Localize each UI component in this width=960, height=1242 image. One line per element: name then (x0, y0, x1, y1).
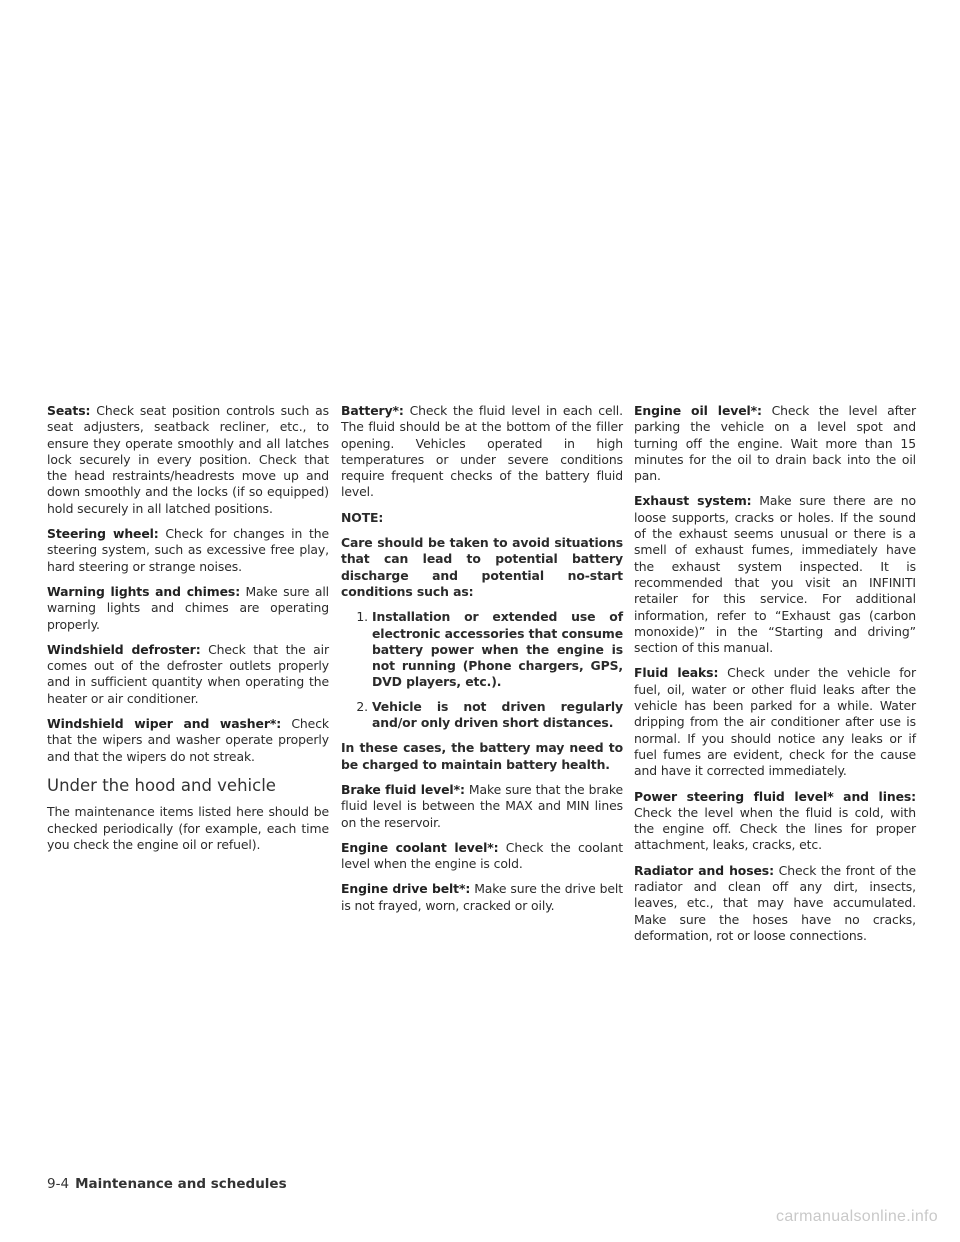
term-seats: Seats: (47, 403, 91, 418)
column-1 (47, 403, 329, 862)
paragraph-engine-oil (634, 403, 916, 484)
text-engine-drive-belt: Make sure the drive belt is not frayed, worn, cracked or oily. (341, 881, 623, 913)
note-label: NOTE: (341, 509, 384, 525)
text-power-steering: Check the level when the fluid is cold, with the engine off. Check the lines for proper attachment, leaks, cracks, etc. (634, 804, 916, 853)
paragraph-engine-coolant (341, 840, 623, 873)
paragraph-windshield-wiper (47, 716, 329, 765)
paragraph-seats (47, 403, 329, 517)
paragraph-engine-drive-belt (341, 881, 623, 914)
list-item-text: Installation or extended use of electronic accessories that consume battery power when the engine is not running (Phone chargers, GPS, DVD players, etc.). (372, 609, 623, 690)
chapter-title: Maintenance and schedules (75, 1176, 287, 1192)
text-engine-oil: Check the level after parking the vehicle on a level spot and turning off the engine. Wait more than 15 minutes for the oil to drain back into the oil pan. (634, 403, 916, 484)
paragraph-brake-fluid (341, 782, 623, 831)
list-item-number: 2. (356, 698, 368, 714)
watermark-text: carmanualsonline.info (776, 1208, 938, 1225)
term-radiator: Radiator and hoses: (634, 862, 774, 878)
paragraph-steering-wheel (47, 526, 329, 575)
note-list (341, 609, 623, 731)
text-exhaust-system: Make sure there are no loose supports, cracks or holes. If the sound of the exhaust seems unusual or there is a smell of exhaust fumes, immediately have the exhaust system inspected. It is recommended that you visit an INFINITI retailer for this service. For additional information, refer to “Exhaust gas (carbon monoxide)” in the “Starting and driving” section of this manual. (634, 493, 917, 656)
text-windshield-wiper: Check that the wipers and washer operate properly and that the wipers do not streak. (47, 716, 329, 764)
term-exhaust-system: Exhaust system: (634, 493, 752, 509)
text-radiator: Check the front of the radiator and clean off any dirt, insects, leaves, etc., that may have accumulated. Make sure the hoses have no cracks, deformation, rot or loose connections. (634, 862, 916, 943)
text-windshield-defroster: Check that the air comes out of the defroster outlets properly and in sufficient quantity when operating the heater or air conditioner. (47, 641, 329, 706)
paragraph-radiator (634, 863, 916, 944)
term-battery: Battery*: (341, 403, 404, 418)
term-windshield-defroster: Windshield defroster: (47, 641, 201, 657)
term-engine-coolant: Engine coolant level*: (341, 839, 499, 855)
term-fluid-leaks: Fluid leaks: (634, 665, 719, 681)
section-intro: The maintenance items listed here should be checked periodically (for example, each time you check the engine oil or refuel). (47, 804, 329, 852)
column-3 (634, 403, 916, 953)
column-2 (341, 403, 623, 923)
text-steering-wheel: Check for changes in the steering system, such as excessive free play, hard steering or strange noises. (47, 526, 329, 574)
term-engine-oil: Engine oil level*: (634, 403, 762, 418)
list-item-text: Vehicle is not driven regularly and/or only driven short distances. (372, 698, 623, 731)
text-warning-lights: Make sure all warning lights and chimes are operating properly. (47, 583, 330, 632)
page-number: 9-4 (47, 1176, 70, 1192)
text-fluid-leaks: Check under the vehicle for fuel, oil, water or other fluid leaks after the vehicle has been parked for a while. Water dripping from the air conditioner after use is normal. If you should notice any leaks or if fuel fumes are evident, check for the cause and have it corrected immediately. (634, 665, 916, 779)
paragraph-battery (341, 403, 623, 501)
list-item (341, 699, 623, 732)
text-brake-fluid: Make sure that the brake fluid level is between the MAX and MIN lines on the reservoir. (341, 781, 624, 830)
page-footer (47, 1176, 287, 1192)
paragraph-fluid-leaks (634, 665, 916, 779)
section-heading-under-hood: Under the hood and vehicle (47, 775, 276, 795)
paragraph-power-steering (634, 789, 916, 854)
paragraph-exhaust-system (634, 493, 916, 656)
note-intro: Care should be taken to avoid situations that can lead to potential battery discharge and potential no-start conditions such as: (341, 535, 623, 599)
text-seats: Check seat position controls such as seat adjusters, seatback recliner, etc., to ensure they operate smoothly and all latches lock securely in every position. Check that the head restraints/headrests move up and down smoothly and the locks (if so equipped) hold securely in all latched positions. (47, 403, 329, 516)
term-windshield-wiper: Windshield wiper and washer*: (47, 716, 282, 732)
text-battery: Check the fluid level in each cell. The fluid should be at the bottom of the filler opening. Vehicles operated in high temperatures or under severe conditions require frequent checks of the battery fluid level. (341, 403, 623, 500)
term-brake-fluid: Brake fluid level*: (341, 781, 465, 797)
term-power-steering: Power steering fluid level* and lines: (634, 788, 916, 804)
term-engine-drive-belt: Engine drive belt*: (341, 881, 471, 897)
note-outro: In these cases, the battery may need to be charged to maintain battery health. (341, 740, 623, 772)
list-item (341, 609, 623, 690)
term-warning-lights: Warning lights and chimes: (47, 583, 241, 599)
term-steering-wheel: Steering wheel: (47, 526, 159, 542)
paragraph-windshield-defroster (47, 642, 329, 707)
text-engine-coolant: Check the coolant level when the engine is cold. (341, 839, 623, 872)
paragraph-warning-lights (47, 584, 329, 633)
list-item-number: 1. (356, 609, 368, 625)
